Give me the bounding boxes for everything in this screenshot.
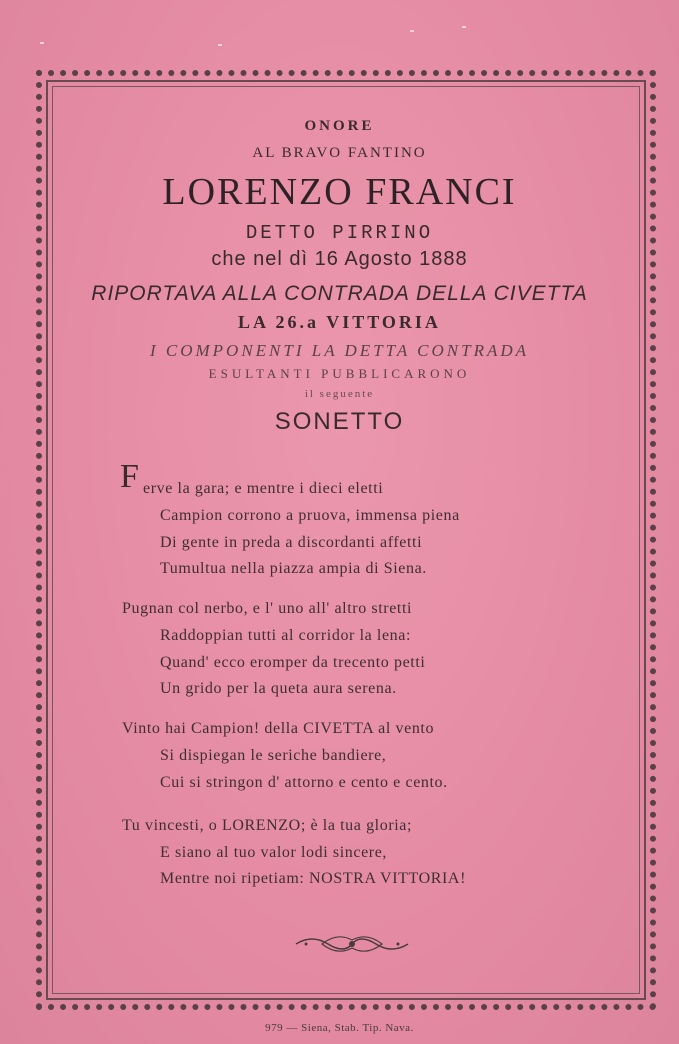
contrada-line: RIPORTAVA ALLA CONTRADA DELLA CIVETTA <box>91 282 588 305</box>
paper-speck <box>410 30 414 32</box>
victory-line: LA 26.a VITTORIA <box>238 312 441 332</box>
verse-line: Si dispiegan le seriche bandiere, <box>160 747 387 764</box>
sonnet-title: SONETTO <box>274 408 405 435</box>
verse-line: Campion corrono a pruova, immensa piena <box>160 507 460 524</box>
paper-speck <box>40 42 44 44</box>
published-line: ESULTANTI PUBBLICARONO <box>208 366 471 381</box>
paper-speck <box>462 26 466 28</box>
flourish-ornament <box>292 928 412 960</box>
verse-line: Un grido per la queta aura serena. <box>160 680 397 697</box>
verse-line: Mentre noi ripetiam: NOSTRA VITTORIA! <box>160 870 467 887</box>
verse-line: Di gente in preda a discordanti affetti <box>160 534 423 551</box>
verse-line: Quand' ecco eromper da trecento petti <box>160 654 426 671</box>
verse-line: E siano al tuo valor lodi sincere, <box>160 844 388 861</box>
paper-speck <box>218 44 222 46</box>
heading-onore: ONORE <box>304 118 375 134</box>
verse-line: Cui si stringon d' attorno e cento e cento. <box>160 774 448 791</box>
verse-line: Pugnan col nerbo, e l' uno all' altro stretti <box>122 600 413 617</box>
verse-line: Tu vincesti, o LORENZO; è la tua gloria; <box>122 817 413 834</box>
nickname-line: DETTO PIRRINO <box>245 222 434 244</box>
verse-line: Tumultua nella piazza ampia di Siena. <box>160 560 427 577</box>
following-line: il seguente <box>304 388 375 400</box>
components-line: I COMPONENTI LA DETTA CONTRADA <box>149 341 530 360</box>
printer-imprint: 979 — Siena, Stab. Tip. Nava. <box>265 1022 414 1034</box>
verse-line: Vinto hai Campion! della CIVETTA al vento <box>122 720 435 737</box>
verse-line: Raddoppian tutti al corridor la lena: <box>160 627 412 644</box>
heading-al-bravo: AL BRAVO FANTINO <box>252 145 427 161</box>
verse-line: erve la gara; e mentre i dieci eletti <box>143 480 384 497</box>
date-line: che nel dì 16 Agosto 1888 <box>211 248 468 270</box>
jockey-name: LORENZO FRANCI <box>162 171 517 213</box>
drop-cap: F <box>120 458 139 495</box>
